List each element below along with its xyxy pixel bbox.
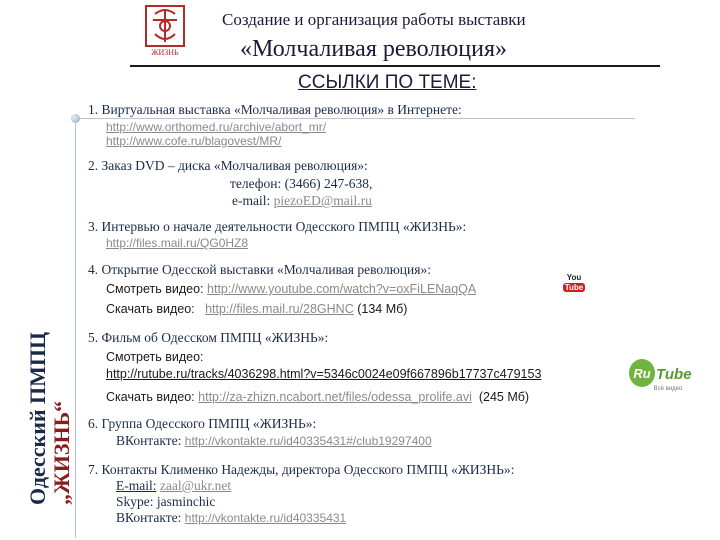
title-divider [130, 65, 660, 67]
item-4-watch-link[interactable]: http://www.youtube.com/watch?v=oxFiLENaqQA [207, 282, 477, 296]
item-7-email-link[interactable]: zaal@ukr.net [159, 478, 232, 493]
side-label-line2: „ЖИЗНЬ“ [49, 400, 74, 505]
youtube-logo-icon [563, 273, 585, 299]
rutube-logo-icon [628, 355, 694, 395]
rutube-logo-graphic [628, 355, 694, 395]
item-1-link-1[interactable]: http://www.orthomed.ru/archive/abort_mr/ [106, 120, 327, 134]
item-2-email-row [232, 193, 372, 209]
side-label-line1: Одесский ПМПЦ [25, 331, 50, 505]
item-1-title: 1. Виртуальная выставка «Молчаливая революция» в Интернете: [88, 102, 462, 117]
item-6-vk-label: ВКонтакте: [116, 433, 182, 448]
item-4-download-row [106, 302, 407, 316]
item-5-download-size: (245 Мб) [478, 390, 530, 404]
title-line-1: Создание и организация работы выставки [222, 10, 526, 29]
item-7-vk-row [116, 510, 346, 526]
item-6-vk-link[interactable]: http://vkontakte.ru/id40335431#/club19297400 [184, 434, 432, 448]
item-5-download-label: Скачать видео: [106, 390, 195, 404]
item-7-email-row [116, 478, 231, 494]
rutube-tube-text: Tube [656, 366, 692, 383]
item-4-download-label: Скачать видео: [106, 302, 195, 316]
item-2-email-label: e-mail: [232, 193, 271, 208]
item-4-download-link[interactable]: http://files.mail.ru/28GHNC [205, 302, 354, 316]
section-subtitle: ССЫЛКИ ПО ТЕМЕ: [298, 72, 477, 93]
rutube-ru-text: Ru [633, 366, 651, 381]
pmpc-logo [143, 4, 187, 58]
item-2-email-link[interactable]: piezoED@mail.ru [273, 193, 372, 208]
bullet-dot-icon [71, 114, 80, 123]
item-5-title: 5. Фильм об Одесском ПМПЦ «ЖИЗНЬ»: [88, 330, 329, 345]
item-2-phone: телефон: (3466) 247-638, [230, 176, 373, 191]
item-3-link[interactable]: http://files.mail.ru/QG0HZ8 [106, 236, 249, 250]
rutube-tagline: Всё видео [653, 386, 683, 392]
item-5-watch-link[interactable]: http://rutube.ru/tracks/4036298.html?v=5346c0024e09f667896b17737c479153 [106, 367, 542, 381]
item-5-download-link[interactable]: http://za-zhizn.ncabort.net/files/odessa_prolife.avi [198, 390, 472, 404]
item-2-title: 2. Заказ DVD – диска «Молчаливая революция»: [88, 158, 368, 173]
horizontal-guide-line [75, 118, 635, 119]
side-label [26, 332, 74, 505]
title-line-2: «Молчаливая революция» [240, 36, 507, 62]
item-1-link-2[interactable]: http://www.cofe.ru/blagovest/MR/ [106, 134, 282, 148]
item-6-title: 6. Группа Одесского ПМПЦ «ЖИЗНЬ»: [88, 416, 317, 431]
youtube-tube-text: Tube [564, 283, 584, 292]
vertical-guide-line [75, 118, 76, 538]
logo-text: ЖИЗНЬ [151, 48, 179, 57]
item-7-skype: Skype: jasminchic [116, 494, 216, 509]
item-5-download-row [106, 390, 529, 404]
item-6-vk-row [116, 433, 432, 449]
item-4-watch-label: Смотреть видео: [106, 282, 204, 296]
item-7-email-label: E-mail: [116, 478, 157, 493]
youtube-you-text: You [566, 273, 582, 282]
item-5-watch-label: Смотреть видео: [106, 350, 204, 364]
item-7-vk-link[interactable]: http://vkontakte.ru/id40335431 [184, 511, 347, 525]
item-4-download-size: (134 Мб) [357, 302, 408, 316]
item-4-watch-row [106, 282, 476, 296]
item-3-title: 3. Интервью о начале деятельности Одесского ПМПЦ «ЖИЗНЬ»: [88, 219, 467, 234]
pmpc-logo-icon [143, 4, 187, 58]
item-7-title: 7. Контакты Клименко Надежды, директора Одесского ПМПЦ «ЖИЗНЬ»: [88, 462, 515, 477]
item-7-vk-label: ВКонтакте: [116, 510, 182, 525]
item-4-title: 4. Открытие Одесской выставки «Молчаливая революция»: [88, 262, 431, 277]
